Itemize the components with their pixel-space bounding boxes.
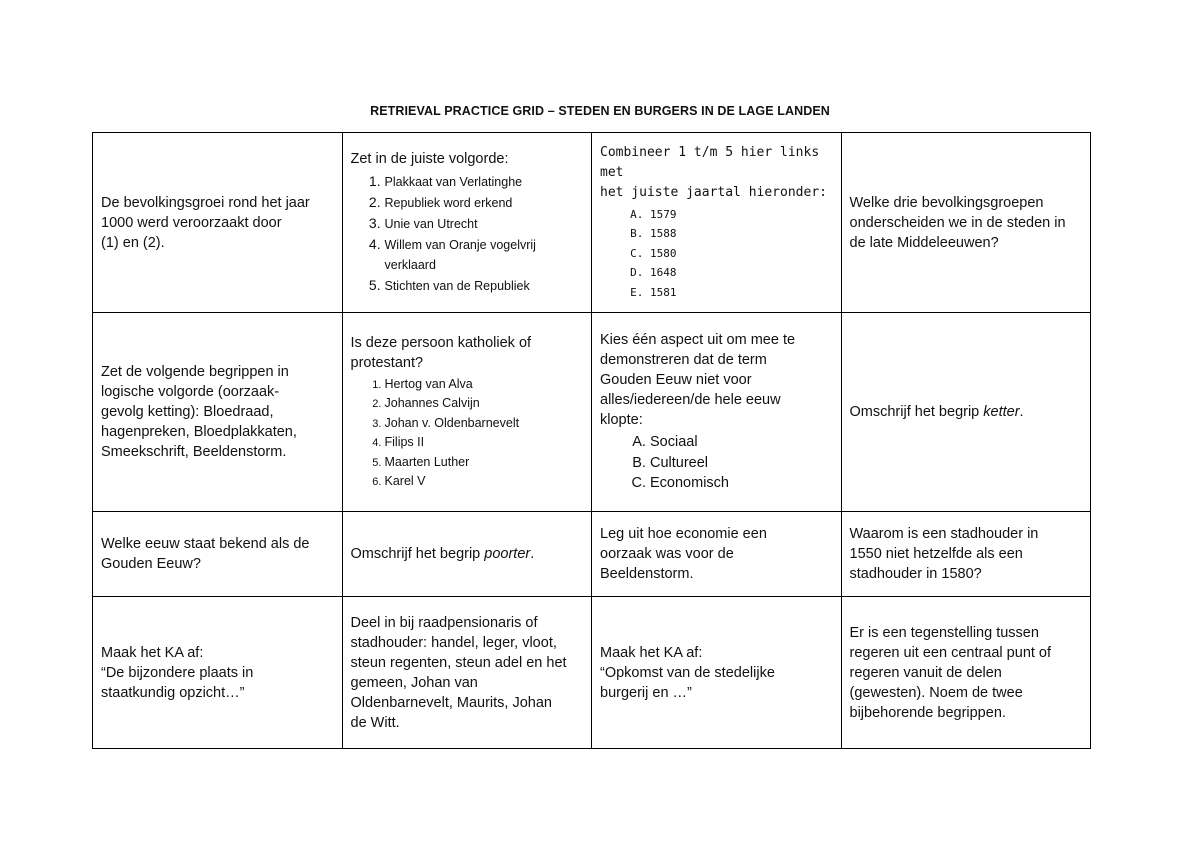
cell-line	[850, 402, 1083, 422]
cell-line: Maak het KA af:	[101, 644, 204, 661]
cell-begrip-poorter	[342, 512, 592, 597]
cell-line: Gouden Eeuw niet voor	[600, 372, 752, 389]
cell-ka-stedelijke-burgerij	[592, 597, 842, 749]
cell-text: Omschrijf het begrip	[350, 546, 485, 562]
retrieval-grid	[92, 132, 1091, 749]
list-item: 1. Hertog van Alva	[385, 375, 584, 395]
cell-line: hagenpreken, Bloedplakkaten,	[101, 424, 297, 440]
cell-line: Waarom is een stadhouder in	[849, 526, 1039, 542]
cell-line: 1550 niet hetzelfde als een	[849, 546, 1023, 562]
cell-begrip-ketter	[841, 313, 1091, 512]
cell-line: 1000 werd veroorzaakt door	[101, 214, 282, 231]
grid-row	[93, 133, 1091, 313]
list-item: 1. Plakkaat van Verlatinghe	[385, 171, 584, 192]
cell-volgorde	[342, 133, 592, 313]
cell-line: steun regenten, steun adel en het	[350, 654, 567, 671]
cell-line: stadhouder: handel, leger, vloot,	[350, 634, 557, 651]
cell-line: Welke eeuw staat bekend als de	[101, 536, 310, 552]
cell-stadhouder	[841, 512, 1091, 597]
cell-line: (gewesten). Noem de twee	[849, 684, 1023, 701]
cell-katholiek-protestant	[342, 313, 592, 512]
cell-line: (1) en (2).	[101, 234, 165, 251]
cell-line: staatkundig opzicht…”	[101, 684, 245, 701]
cell-bevolkingsgroei	[93, 133, 343, 313]
list-item: 4. Filips II	[385, 433, 584, 453]
cell-ka-bijzondere-plaats	[93, 597, 343, 749]
cell-intro: Zet in de juiste volgorde:	[350, 151, 509, 167]
ordered-list	[351, 171, 584, 296]
cell-intro: Is deze persoon katholiek of	[350, 334, 532, 351]
list-item: A. Sociaal	[650, 432, 833, 453]
cell-line: Maak het KA af:	[600, 644, 703, 661]
aspect-list	[600, 432, 833, 494]
list-item: E. 1581	[650, 283, 833, 303]
grid-row	[93, 512, 1091, 597]
year-list	[600, 205, 833, 303]
cell-line: Zet de volgende begrippen in	[101, 364, 289, 380]
cell-gouden-eeuw	[93, 512, 343, 597]
cell-line: Beeldenstorm.	[600, 566, 694, 582]
term-text: poorter	[484, 546, 531, 562]
term-text: ketter	[983, 404, 1020, 420]
list-item: 5. Maarten Luther	[385, 453, 584, 473]
cell-line	[351, 544, 584, 564]
cell-line: regeren vanuit de delen	[849, 664, 1002, 681]
cell-intro: het juiste jaartal hieronder:	[600, 184, 827, 200]
list-item: 2. Republiek word erkend	[385, 192, 584, 213]
list-item: 2. Johannes Calvijn	[385, 394, 584, 414]
cell-gouden-eeuw-aspect	[592, 313, 842, 512]
cell-line: onderscheiden we in de steden in	[849, 214, 1066, 231]
list-item: 3. Unie van Utrecht	[385, 213, 584, 234]
cell-line: Deel in bij raadpensionaris of	[350, 614, 538, 631]
cell-line: Welke drie bevolkingsgroepen	[849, 194, 1044, 211]
cell-line: “De bijzondere plaats in	[101, 664, 254, 681]
cell-line: bijbehorende begrippen.	[849, 704, 1006, 721]
cell-line: demonstreren dat de term	[600, 352, 767, 369]
cell-line: de late Middeleeuwen?	[849, 234, 999, 251]
cell-line: logische volgorde (oorzaak-	[101, 384, 280, 400]
list-item: C. Economisch	[650, 473, 833, 494]
cell-line: Er is een tegenstelling tussen	[849, 624, 1039, 641]
list-item: C. 1580	[650, 244, 833, 264]
cell-text: Omschrijf het begrip	[849, 404, 984, 420]
cell-line: Gouden Eeuw?	[101, 556, 201, 572]
cell-line: gemeen, Johan van	[350, 674, 478, 691]
cell-economie-beeldenstorm	[592, 512, 842, 597]
list-item: D. 1648	[650, 263, 833, 283]
cell-tegenstelling	[841, 597, 1091, 749]
list-item: 6. Karel V	[385, 472, 584, 492]
cell-intro: protestant?	[350, 354, 424, 371]
cell-line: alles/iedereen/de hele eeuw	[600, 392, 781, 409]
page-title: RETRIEVAL PRACTICE GRID – STEDEN EN BURGERS IN DE LAGE LANDEN	[370, 104, 830, 118]
cell-line: de Witt.	[350, 714, 400, 731]
cell-line: De bevolkingsgroei rond het jaar	[101, 194, 310, 211]
cell-intro: Combineer 1 t/m 5 hier links met	[600, 144, 820, 180]
cell-text: .	[1019, 404, 1024, 420]
cell-begrippen-volgorde	[93, 313, 343, 512]
grid-row	[93, 597, 1091, 749]
cell-jaartallen	[592, 133, 842, 313]
cell-line: gevolg ketting): Bloedraad,	[101, 404, 274, 420]
cell-raadpensionaris-stadhouder	[342, 597, 592, 749]
cell-line: burgerij en …”	[600, 684, 692, 701]
cell-bevolkingsgroepen	[841, 133, 1091, 313]
grid-row	[93, 313, 1091, 512]
list-item: B. Cultureel	[650, 453, 833, 474]
cell-line: “Opkomst van de stedelijke	[600, 664, 775, 681]
person-list	[351, 375, 584, 492]
list-item: 4. Willem van Oranje vogelvrij verklaard	[385, 234, 584, 275]
cell-line: klopte:	[600, 412, 643, 429]
cell-line: Leg uit hoe economie een	[600, 526, 767, 542]
cell-line: stadhouder in 1580?	[849, 566, 982, 582]
cell-line: Oldenbarnevelt, Maurits, Johan	[350, 694, 552, 711]
list-item: 3. Johan v. Oldenbarnevelt	[385, 414, 584, 434]
list-item: 5. Stichten van de Republiek	[385, 275, 584, 296]
cell-text: .	[530, 546, 535, 562]
list-item: B. 1588	[650, 224, 833, 244]
cell-line: Kies één aspect uit om mee te	[600, 332, 796, 349]
cell-line: Smeekschrift, Beeldenstorm.	[101, 444, 287, 460]
list-item: A. 1579	[650, 205, 833, 225]
cell-line: oorzaak was voor de	[600, 546, 734, 562]
cell-line: regeren uit een centraal punt of	[849, 644, 1052, 661]
